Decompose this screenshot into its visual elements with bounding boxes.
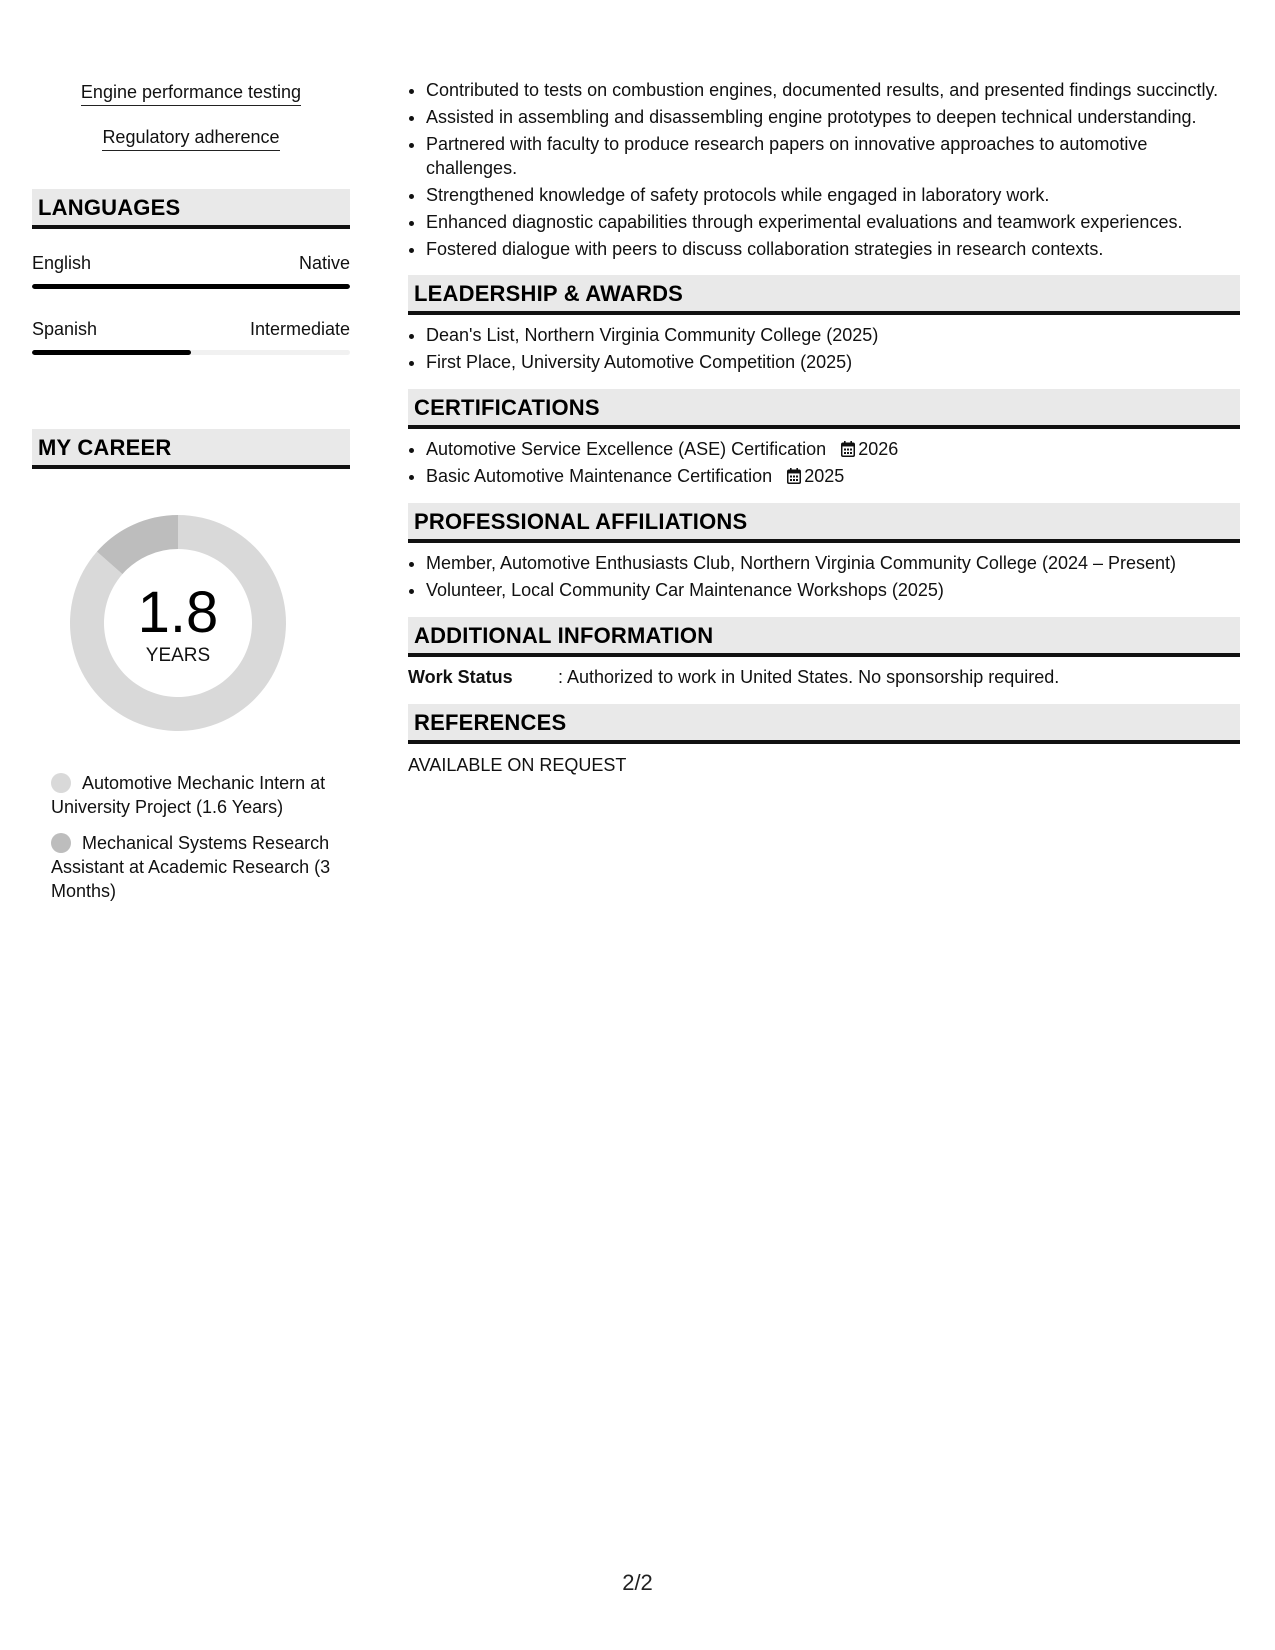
work-status-value: : Authorized to work in United States. No sponsorship required. — [558, 667, 1060, 687]
leadership-section — [408, 275, 1240, 374]
career-donut-chart — [66, 511, 290, 735]
language-proficiency-bar — [32, 350, 350, 355]
certification-year: 2026 — [858, 439, 899, 459]
list-item: • Contributed to tests on combustion engines, documented results, and presented findings succinctly. — [426, 78, 1240, 102]
references-section — [408, 704, 1240, 777]
career-years-unit: YEARS — [145, 645, 211, 666]
work-status-row — [408, 665, 1240, 689]
skill-label: Engine performance testing — [81, 80, 301, 106]
list-item — [426, 437, 1240, 461]
experience-bullets — [408, 78, 1240, 261]
references-text: AVAILABLE ON REQUEST — [408, 755, 627, 775]
certification-name: Automotive Service Excellence (ASE) Certification — [426, 439, 827, 459]
language-name: English — [32, 253, 92, 273]
list-item: • Member, Automotive Enthusiasts Club, Northern Virginia Community College (2024 – Present) — [426, 551, 1240, 575]
language-proficiency-fill — [32, 284, 350, 289]
list-item: • Partnered with faculty to produce research papers on innovative approaches to automotive challenges. — [426, 132, 1240, 180]
list-item: • Assisted in assembling and disassembling engine prototypes to deepen technical understanding. — [426, 105, 1240, 129]
additional-info-section — [408, 617, 1240, 689]
certifications-section — [408, 389, 1240, 488]
language-level: Native — [298, 253, 350, 273]
list-item: • Dean's List, Northern Virginia Community College (2025) — [426, 323, 1240, 347]
career-legend-item — [51, 771, 341, 819]
skill-label: Regulatory adherence — [102, 125, 279, 151]
affiliations-section — [408, 503, 1240, 602]
language-proficiency-bar — [32, 284, 350, 289]
career-legend-label: Automotive Mechanic Intern at University Project (1.6 Years) — [51, 773, 326, 817]
legend-dot — [51, 833, 71, 853]
skill-tag — [32, 125, 350, 153]
language-item — [32, 317, 350, 355]
career-legend-item — [51, 831, 341, 903]
page-number: 2/2 — [622, 1570, 653, 1595]
language-item — [32, 251, 350, 289]
certifications-list — [408, 437, 1240, 488]
leadership-heading: LEADERSHIP & AWARDS — [408, 275, 1240, 315]
career-legend — [32, 771, 350, 903]
calendar-icon — [841, 441, 855, 457]
language-proficiency-fill — [32, 350, 191, 355]
affiliations-list — [408, 551, 1240, 602]
list-item: • Fostered dialogue with peers to discuss collaboration strategies in research contexts. — [426, 237, 1240, 261]
language-level: Intermediate — [249, 319, 350, 339]
legend-dot — [51, 773, 71, 793]
work-status-label: Work Status — [408, 667, 513, 687]
career-total-years: 1.8 — [137, 580, 219, 645]
languages-heading: LANGUAGES — [32, 189, 350, 229]
career-legend-label: Mechanical Systems Research Assistant at Academic Research (3 Months) — [51, 833, 331, 901]
skill-tag — [32, 80, 350, 108]
list-item: • Enhanced diagnostic capabilities through experimental evaluations and teamwork experiences. — [426, 210, 1240, 234]
calendar-icon — [787, 468, 801, 484]
list-item: • Strengthened knowledge of safety protocols while engaged in laboratory work. — [426, 183, 1240, 207]
affiliations-heading: PROFESSIONAL AFFILIATIONS — [408, 503, 1240, 543]
career-heading: MY CAREER — [32, 429, 350, 469]
list-item: • Volunteer, Local Community Car Maintenance Workshops (2025) — [426, 578, 1240, 602]
language-name: Spanish — [32, 319, 98, 339]
certification-name: Basic Automotive Maintenance Certification — [426, 466, 773, 486]
leadership-list — [408, 323, 1240, 374]
sidebar — [32, 80, 350, 915]
list-item — [426, 464, 1240, 488]
main-column — [408, 78, 1240, 777]
references-heading: REFERENCES — [408, 704, 1240, 744]
certifications-heading: CERTIFICATIONS — [408, 389, 1240, 429]
list-item: • First Place, University Automotive Competition (2025) — [426, 350, 1240, 374]
additional-info-heading: ADDITIONAL INFORMATION — [408, 617, 1240, 657]
certification-year: 2025 — [804, 466, 845, 486]
